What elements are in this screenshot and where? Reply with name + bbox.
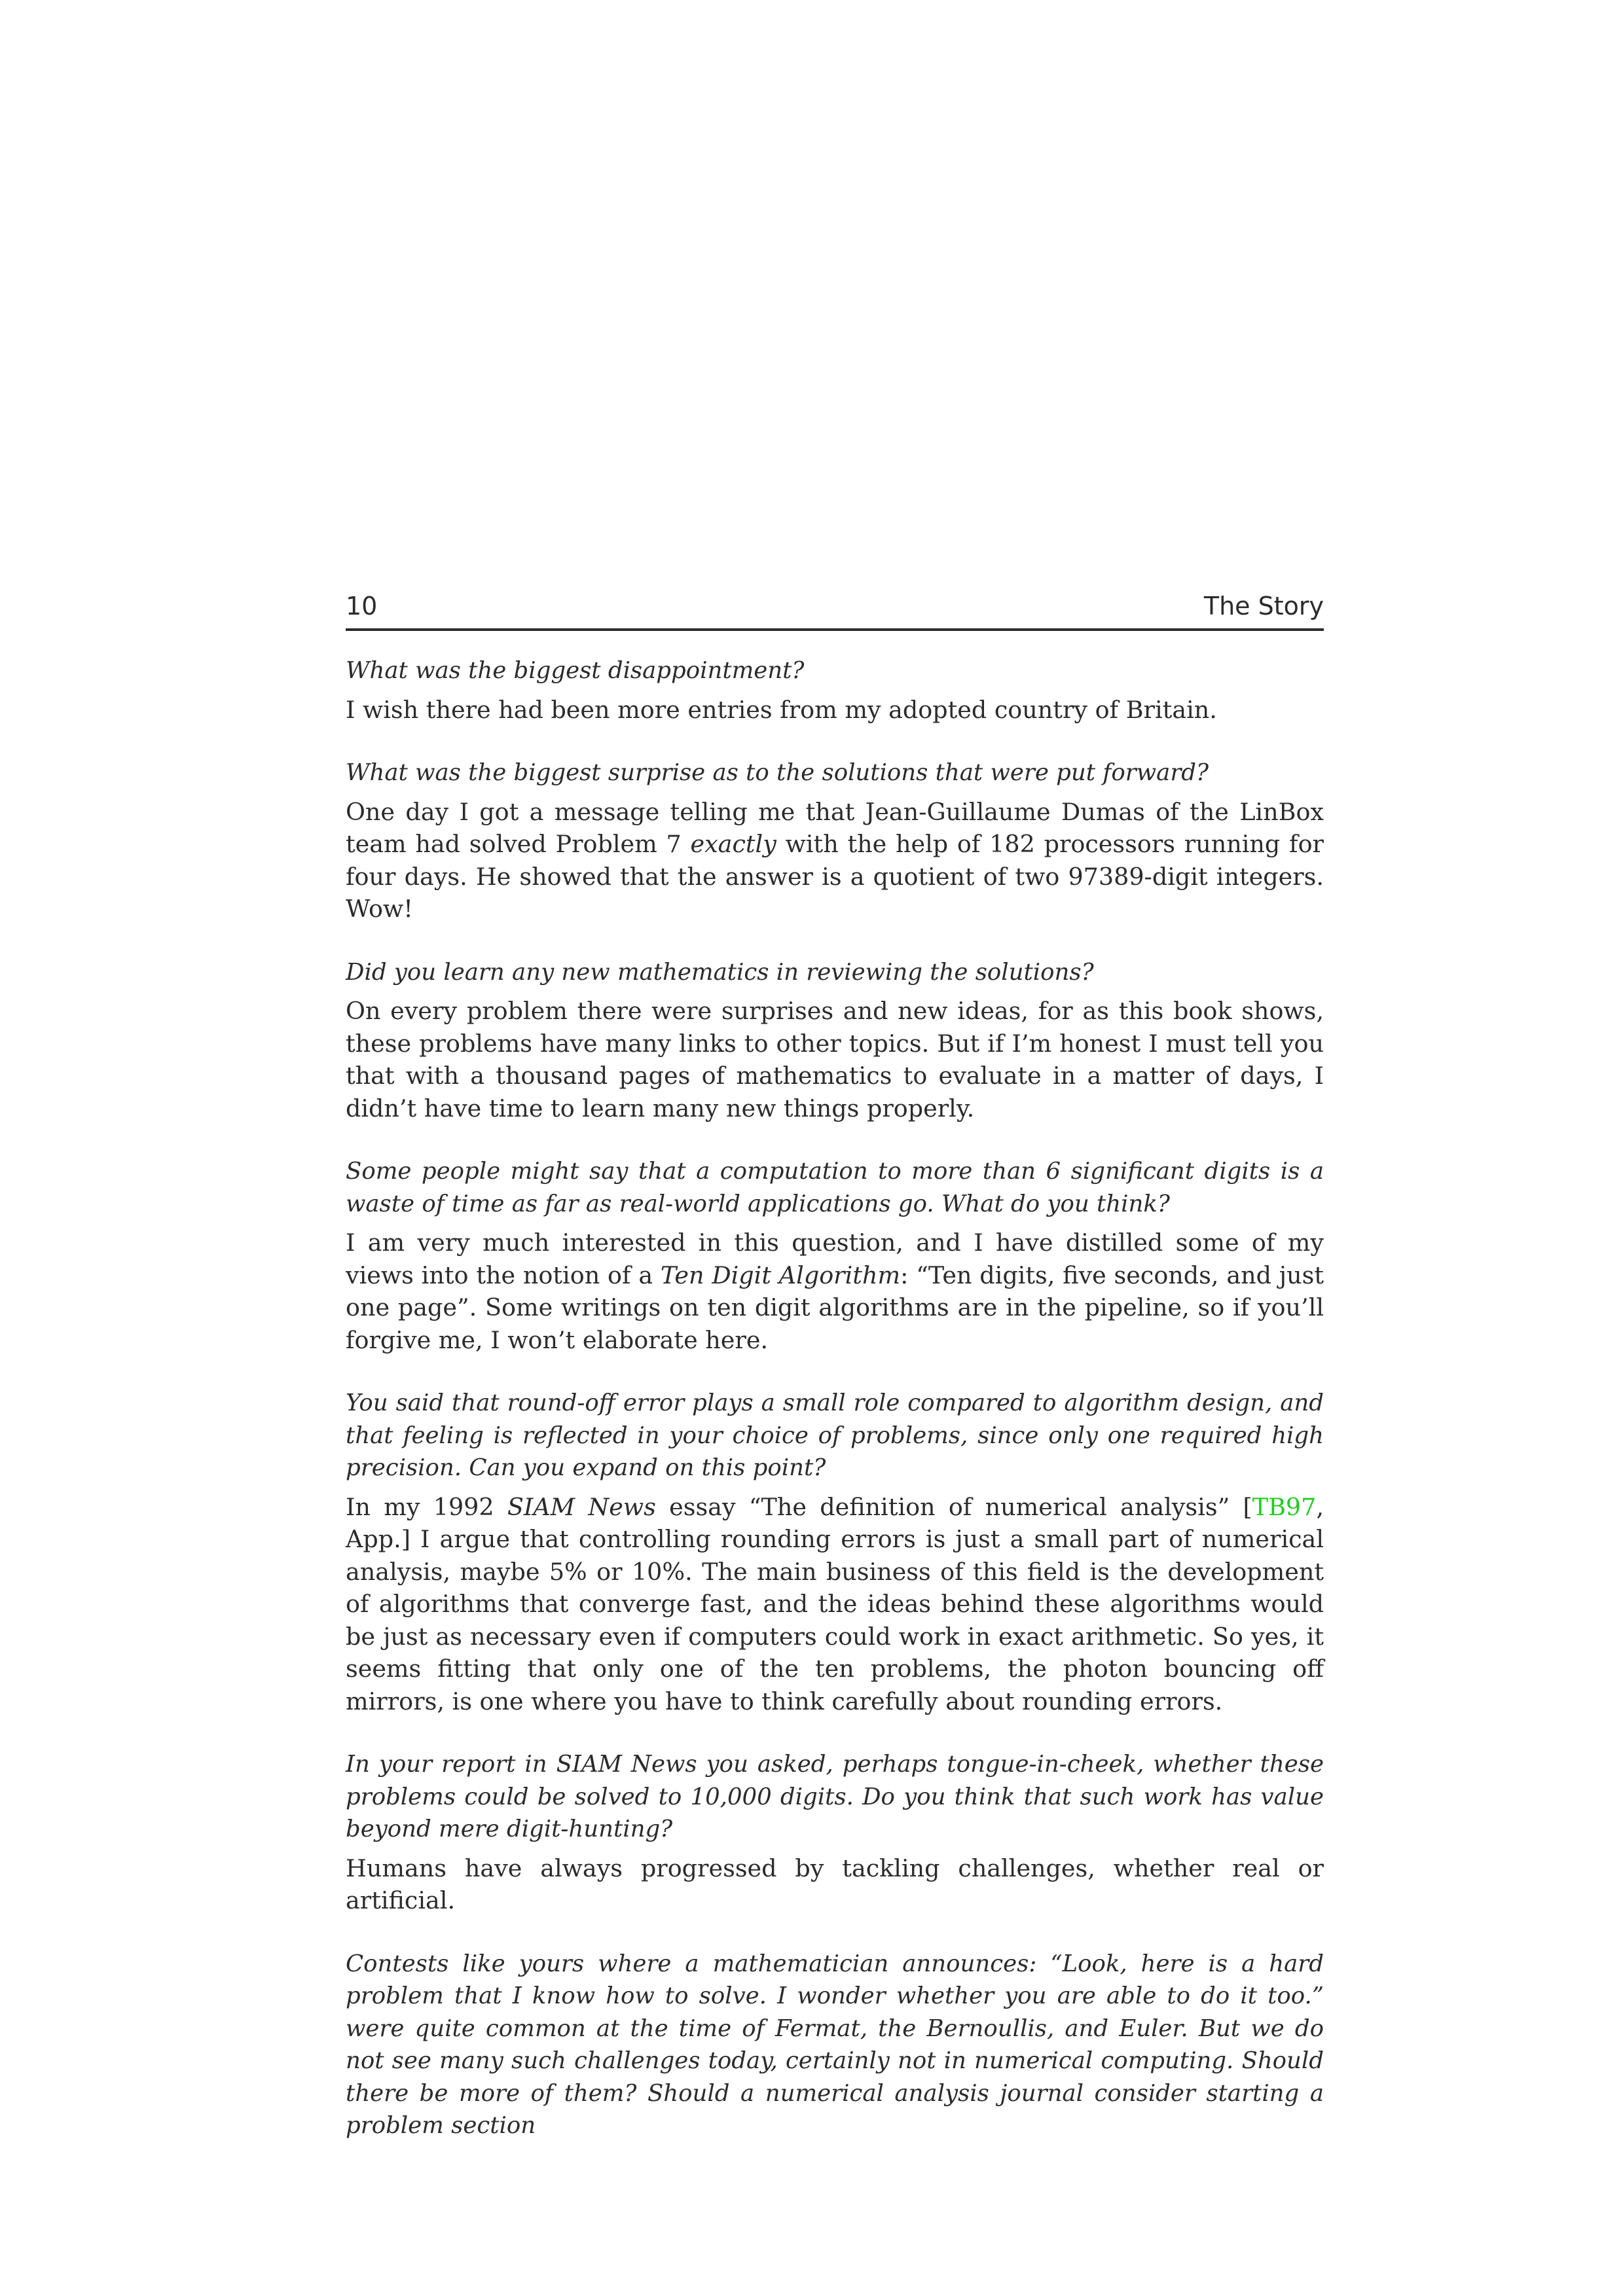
answer: On every problem there were surprises and new ideas, for as this book shows, these problems have many links to other topics. But if I’m honest I must tell you that with a thousand pages of mathematics to evaluate in a matter of days, I didn’t have time to learn many new things properly. — [346, 997, 1324, 1122]
interview-content — [346, 655, 1324, 2142]
qa-item — [346, 1948, 1324, 2142]
qa-item — [346, 1155, 1324, 1356]
qa-item — [346, 956, 1324, 1125]
question: Contests like yours where a mathematician announces: “Look, here is a hard problem that I know how to solve. I wonder whether you are able to do it too.” were quite common at the time of Fermat, the Bernoullis, and Euler. But we do not see many such challenges today, certainly not in numerical computing. Should there be more of them? Should a numerical analysis journal consider starting a problem section — [346, 1950, 1324, 2139]
answer-text: , App.] I argue that controlling rounding errors is just a small part of numerical analysis, maybe 5% or 10%. The main business of this field is the development of algorithms that converge fast, and the ideas behind these algorithms would be just as necessary even if computers could work in exact arithmetic. So yes, it seems fitting that only one of the ten problems, the photon bouncing off mirrors, is one where you have to think carefully about rounding errors. — [346, 1492, 1324, 1715]
answer-text: I am very much interested in this question, and I have distilled some of my views into the notion of a — [346, 1229, 1324, 1289]
qa-item — [346, 757, 1324, 925]
running-title: The Story — [1203, 592, 1324, 620]
answer-text: One day I got a message telling me that Jean-Guillaume Dumas of the LinBox team had solved Problem 7 — [346, 797, 1324, 858]
qa-item — [346, 1387, 1324, 1717]
answer — [346, 796, 1324, 925]
answer-text: with the help of 182 processors running for four days. He showed that the answer is a quotient of two 97389-digit integers. Wow! — [346, 830, 1324, 923]
qa-item — [346, 1748, 1324, 1917]
answer-text: essay “The definition of numerical analysis” [ — [655, 1492, 1252, 1521]
answer — [346, 1491, 1324, 1718]
book-page — [346, 589, 1324, 2173]
question: What was the biggest surprise as to the solutions that were put forward? — [346, 759, 1209, 786]
answer: I wish there had been more entries from my adopted country of Britain. — [346, 695, 1217, 724]
answer-emphasis: SIAM News — [507, 1492, 656, 1521]
answer-text: : “Ten digits, five seconds, and just one page”. Some writings on ten digit algorithms are in the pipeline, so if you’ll forgive me, I won’t elaborate here. — [346, 1261, 1324, 1354]
question: You said that round-off error plays a small role compared to algorithm design, and that feeling is reflected in your choice of problems, since only one required high precision. Can you expand on this point? — [346, 1390, 1324, 1481]
page-number: 10 — [346, 592, 378, 620]
answer — [346, 1227, 1324, 1356]
qa-item — [346, 655, 1324, 726]
question: In your report in SIAM News you asked, perhaps tongue-in-cheek, whether these problems could be solved to 10,000 digits. Do you think that such work has value beyond mere digit-hunting? — [346, 1751, 1324, 1842]
answer-text: In my 1992 — [346, 1492, 507, 1521]
question: What was the biggest disappointment? — [346, 657, 805, 684]
question: Did you learn any new mathematics in reviewing the solutions? — [346, 958, 1094, 986]
citation-link[interactable]: TB97 — [1252, 1492, 1317, 1521]
answer: Humans have always progressed by tackling challenges, whether real or artificial. — [346, 1854, 1324, 1914]
answer-emphasis: Ten Digit Algorithm — [660, 1261, 901, 1289]
running-header — [346, 589, 1324, 631]
question: Some people might say that a computation to more than 6 significant digits is a waste of time as far as real-world applications go. What do you think? — [346, 1158, 1324, 1217]
answer-emphasis: exactly — [690, 830, 776, 858]
